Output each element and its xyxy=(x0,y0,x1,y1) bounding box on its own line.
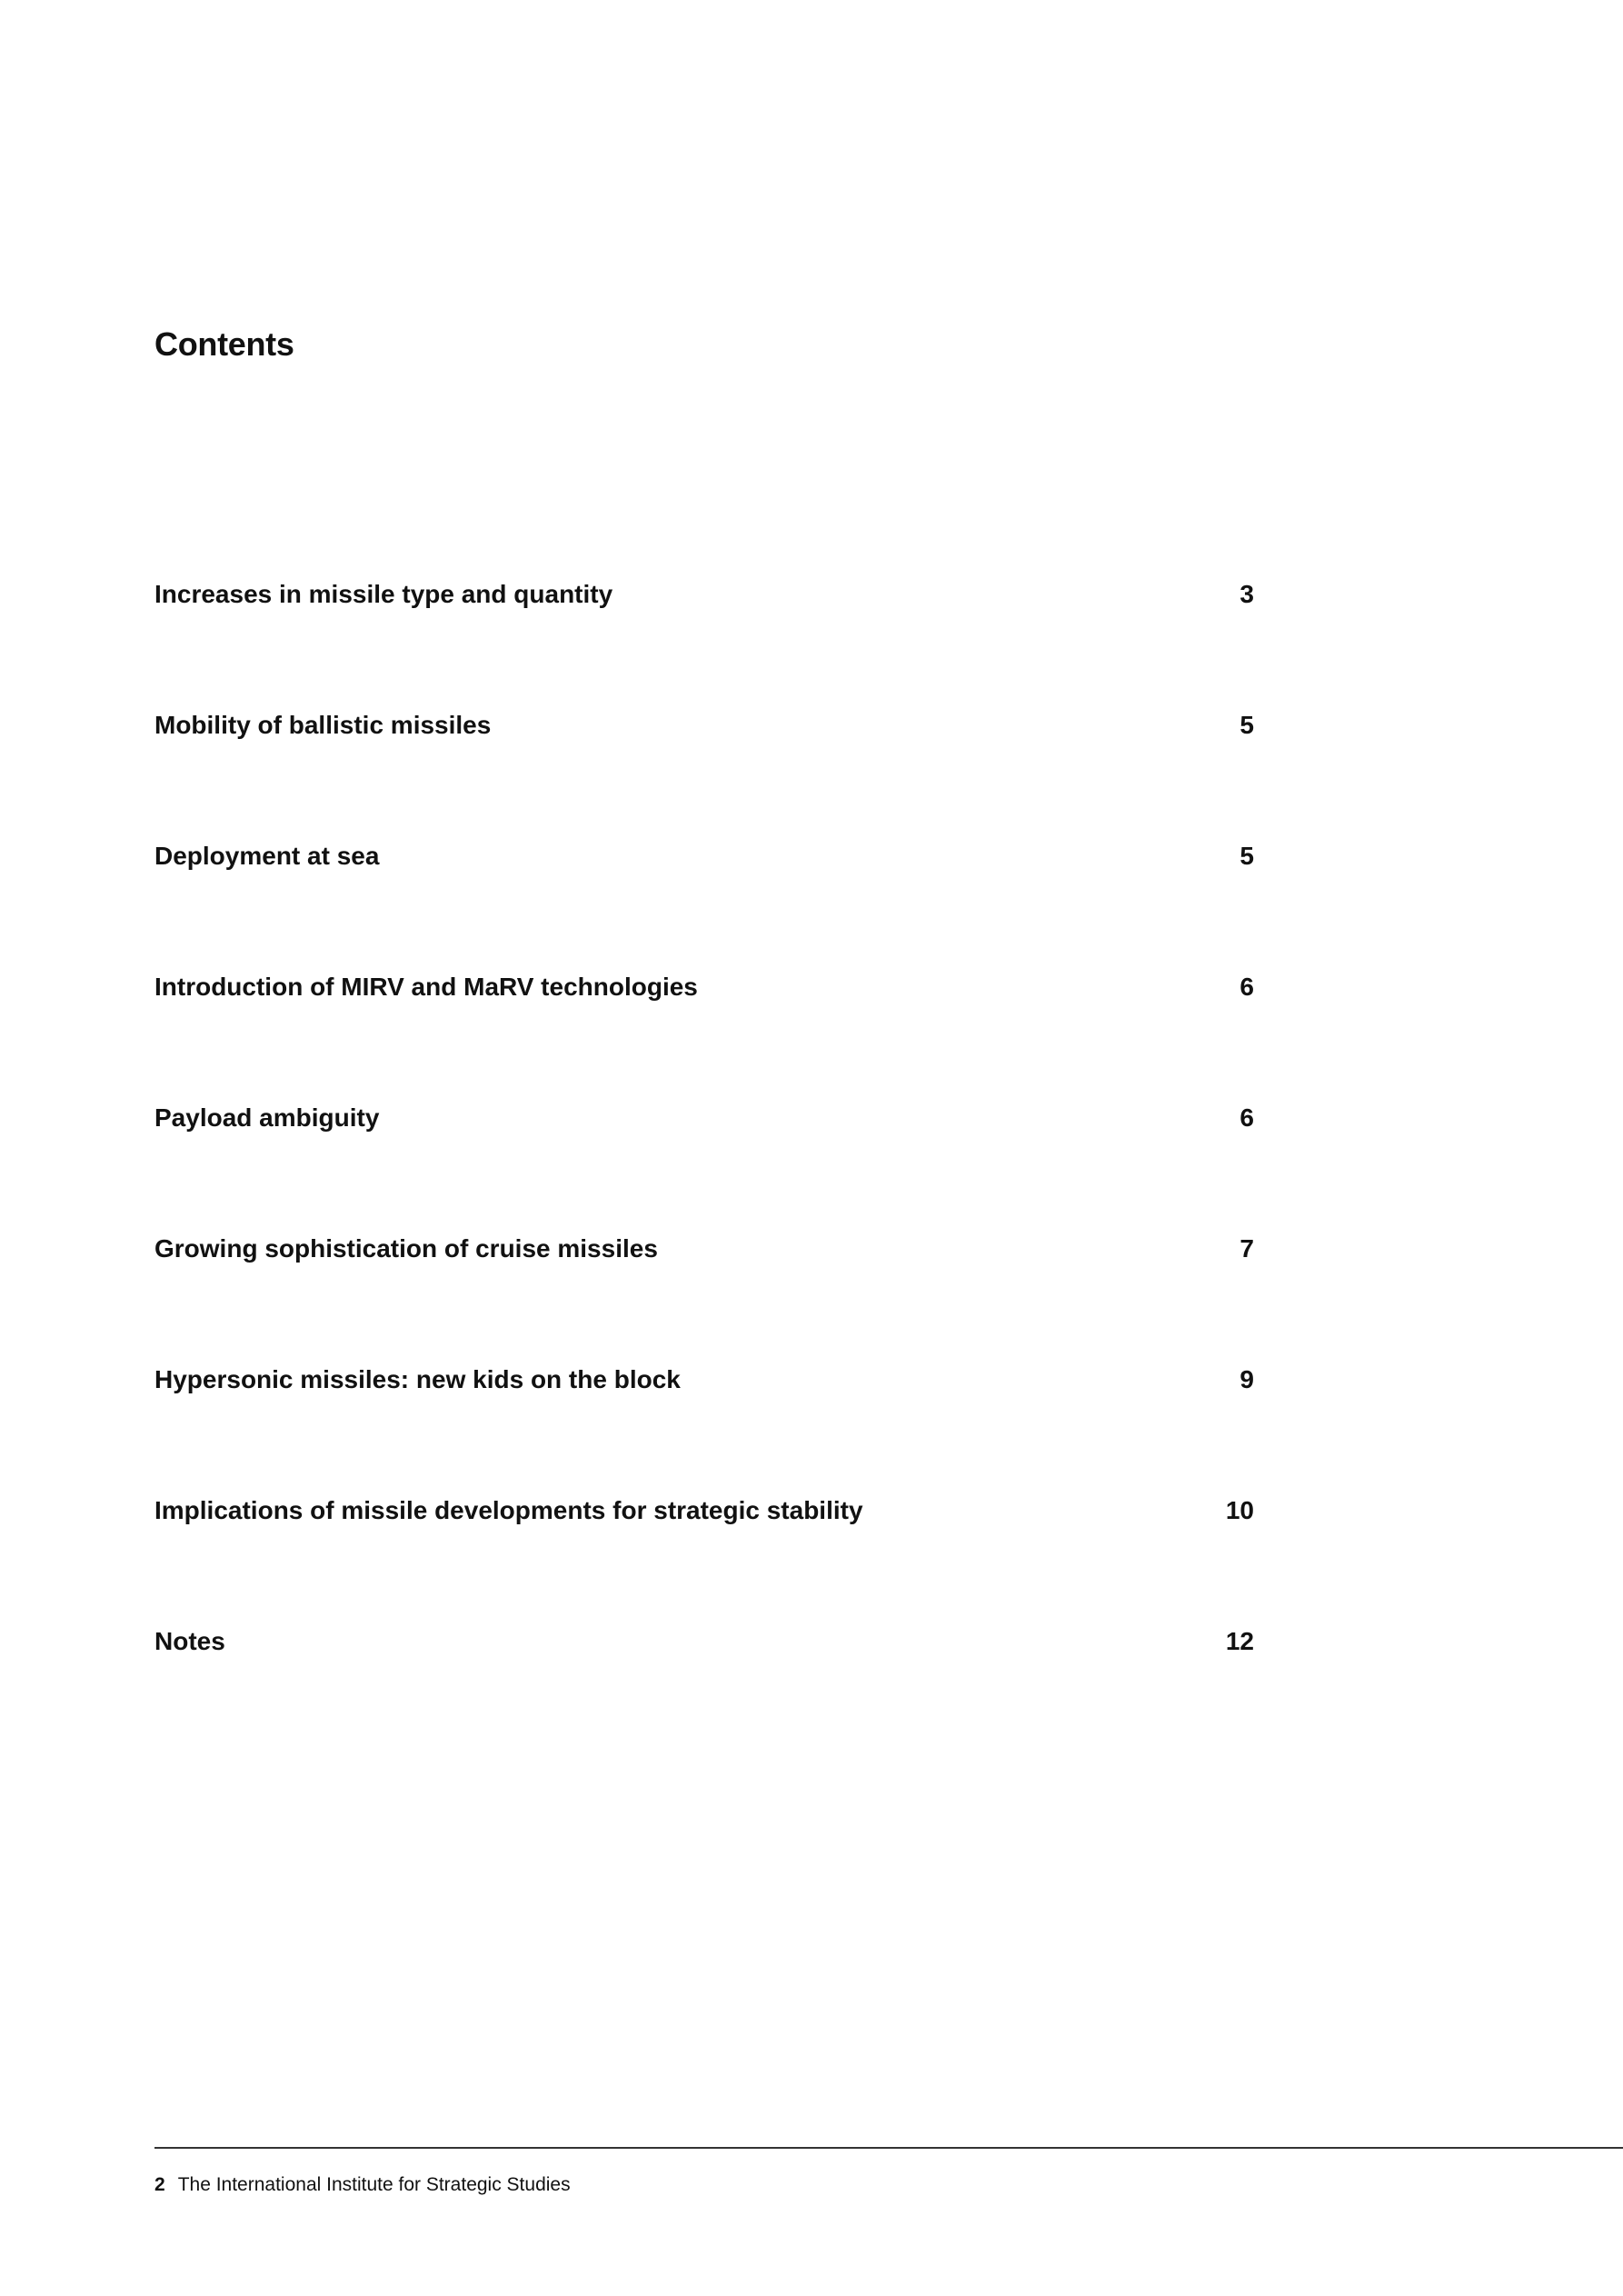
toc-entry[interactable] xyxy=(154,825,1254,956)
toc-entry-page: 7 xyxy=(1240,1234,1254,1263)
page-title: Contents xyxy=(154,325,294,363)
toc-entry-title: Deployment at sea xyxy=(154,842,380,870)
toc-entry[interactable] xyxy=(154,694,1254,825)
page-footer xyxy=(154,2174,571,2196)
toc-entry-title: Notes xyxy=(154,1627,225,1655)
footer-publisher: The International Institute for Strategic Studies xyxy=(177,2174,571,2195)
footer-divider xyxy=(154,2147,1623,2149)
toc-entry-title: Growing sophistication of cruise missiles xyxy=(154,1234,658,1263)
toc-entry-title: Hypersonic missiles: new kids on the block xyxy=(154,1365,681,1393)
toc-entry[interactable] xyxy=(154,1480,1254,1611)
toc-entry[interactable] xyxy=(154,1611,1254,1742)
toc-entry-page: 9 xyxy=(1240,1365,1254,1393)
toc-entry-title: Mobility of ballistic missiles xyxy=(154,711,492,739)
toc-entry-page: 5 xyxy=(1240,842,1254,870)
toc-entry-page: 12 xyxy=(1225,1627,1254,1655)
footer-page-number: 2 xyxy=(154,2174,165,2195)
toc-entry-title: Implications of missile developments for strategic stability xyxy=(154,1496,863,1524)
toc-entry-page: 3 xyxy=(1240,580,1254,608)
table-of-contents xyxy=(154,564,1254,1742)
toc-entry-page: 5 xyxy=(1240,711,1254,739)
toc-entry-title: Introduction of MIRV and MaRV technologies xyxy=(154,973,698,1001)
toc-entry-page: 6 xyxy=(1240,1103,1254,1132)
toc-entry-page: 6 xyxy=(1240,973,1254,1001)
toc-entry[interactable] xyxy=(154,956,1254,1087)
toc-entry[interactable] xyxy=(154,1349,1254,1480)
toc-entry[interactable] xyxy=(154,1087,1254,1218)
toc-entry-title: Payload ambiguity xyxy=(154,1103,380,1132)
toc-entry-title: Increases in missile type and quantity xyxy=(154,580,613,608)
toc-entry[interactable] xyxy=(154,564,1254,694)
toc-entry[interactable] xyxy=(154,1218,1254,1349)
toc-entry-page: 10 xyxy=(1225,1496,1254,1524)
